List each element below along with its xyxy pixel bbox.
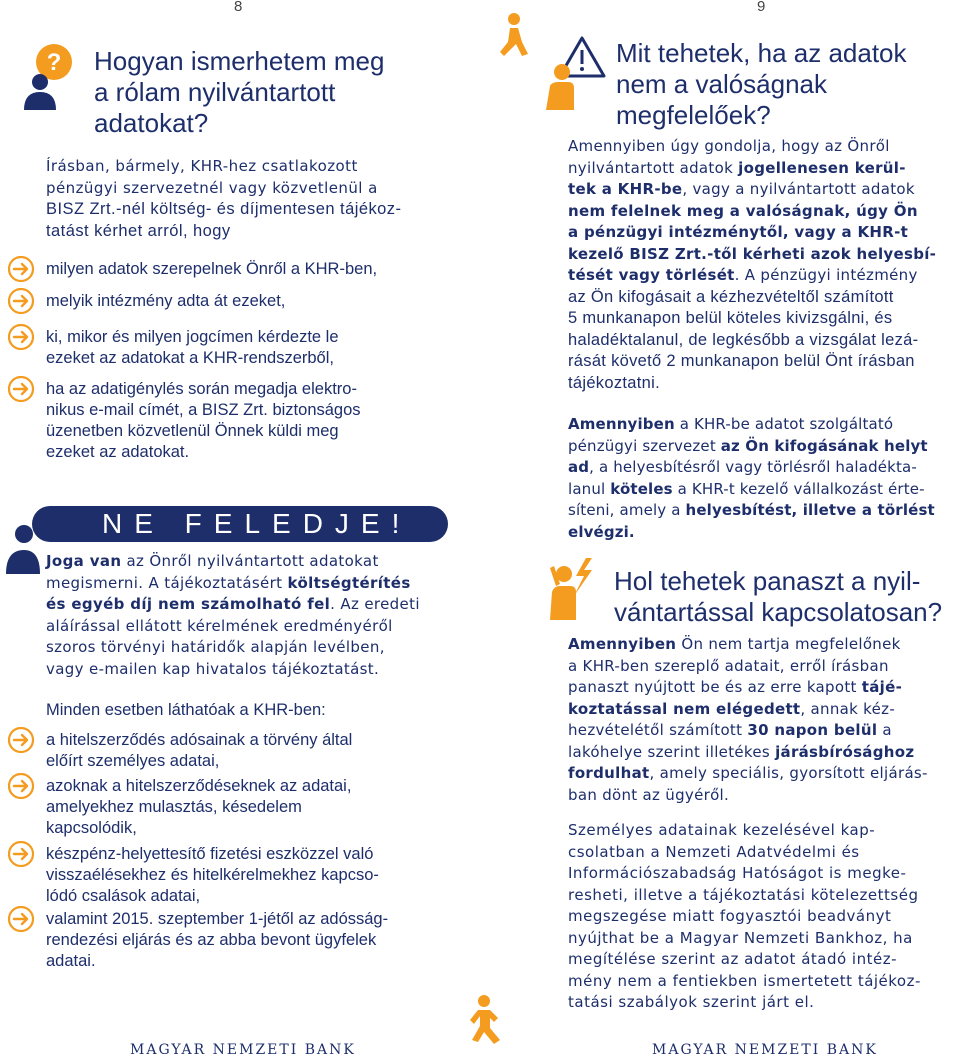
list-item: a hitelszerződés adósainak a törvény által előírt személyes adatai, (46, 731, 353, 770)
left-intro: Írásban, bármely, KHR-hez csatlakozott pénzügyi szervezetnél vagy közvetlenül a BISZ Zrt.-nél költség- és díjmentesen tájékoz- tatást kérhet arról, hogy (46, 157, 402, 240)
arrow-right-circle-icon (8, 841, 34, 867)
footer-bank-left: MAGYAR NEMZETI BANK (130, 1042, 356, 1058)
ne-feledje-banner: NE FELEDJE! (32, 506, 448, 542)
right-paragraph-4: Személyes adatainak kezelésével kap- csolatban a Nemzeti Adatvédelmi és Információszabadság Hatóságot is megke- resheti, illetve a tájékoztatási kötelezettség megszegése miatt fogyasztói beadványt nyújthat be a Magyar Nemzeti Bankhoz, ha megítélése szerint az adatot átadó intéz- mény nem a fentiekben ismertetett tájékoz- tatási szabályok szerint járt el. (568, 821, 921, 1011)
question-person-icon (14, 40, 72, 112)
list-item: ki, mikor és milyen jogcímen kérdezte le ezeket az adatokat a KHR-rendszerből, (46, 328, 339, 367)
warning-person-icon (540, 34, 610, 112)
arrow-right-circle-icon (8, 256, 34, 282)
list-item: készpénz-helyettesítő fizetési eszközzel való visszaélésekhez és hitelkérelmekhez kapcso- lódó csalások adatai, (46, 845, 379, 905)
list-item: melyik intézmény adta át ezeket, (46, 292, 286, 310)
page-number-left: 8 (234, 0, 243, 15)
left-title: Hogyan ismerhetem meg a rólam nyilvántartott adatokat? (94, 46, 385, 138)
list-item: azoknak a hitelszerződéseknek az adatai, amelyekhez mulasztás, késedelem kapcsolódik, (46, 777, 352, 837)
arrow-right-circle-icon (8, 376, 34, 402)
reminder-text: Joga van az Önről nyilvántartott adatokat megismerni. A tájékoztatásért költségtérítés és egyéb díj nem számolható fel. Az eredeti aláírással ellátott kérelmének eredményéről szoros törvényi határidők alapján levélben, vagy e-mailen kap hivatalos tájékoztatást. (46, 552, 420, 678)
arrow-right-circle-icon (8, 288, 34, 314)
arrow-right-circle-icon (8, 906, 34, 932)
right-paragraph-1: Amennyiben úgy gondolja, hogy az Önről nyilvántartott adatok jogellenesen kerül- tek a KHR-be, vagy a nyilvántartott adatok nem felelnek meg a valóságnak, úgy Ön a pénzügyi intézménytől, vagy a KHR-t kezelő BISZ Zrt.-től kérheti azok helyesbí- tését vagy törlését. A pénzügyi intézmény az Ön kifogásait a kézhezvételtől számított 5 munkanapon belül köteles kivizsgálni, és haladéktalanul, de legkésőbb a vizsgálat lezá- rását követő 2 munkanapon belül Önt írásban tájékoztatni. (568, 137, 937, 392)
list-item: milyen adatok szerepelnek Önről a KHR-ben, (46, 260, 378, 278)
list-item: ha az adatigénylés során megadja elektro- nikus e-mail címét, a BISZ Zrt. biztonságos üzenetben közvetlenül Önnek küldi meg ezeket az adatokat. (46, 380, 361, 461)
right-title-2: Hol tehetek panaszt a nyil- vántartással kapcsolatosan? (614, 566, 943, 627)
lightning-person-icon (546, 556, 604, 622)
walking-person-icon (496, 12, 530, 58)
right-paragraph-2: Amennyiben a KHR-be adatot szolgáltató pénzügyi szervezet az Ön kifogásának helyt ad, a helyesbítésről vagy törlésről haladékta- lanul köteles a KHR-t kezelő vállalkozást érte- síteni, amely a helyesbítést, illetve a törlést elvégzi. (568, 415, 935, 541)
arrow-right-circle-icon (8, 324, 34, 350)
arrow-right-circle-icon (8, 773, 34, 799)
right-title-1: Mit tehetek, ha az adatok nem a valóságnak megfelelőek? (616, 38, 907, 130)
right-paragraph-3: Amennyiben Ön nem tartja megfelelőnek a KHR-ben szereplő adatait, erről írásban panaszt nyújtott be és az erre kapott tájé- koztatással nem elégedett, annak kéz- hezvételétől számított 30 napon belül a lakóhelye szerint illetékes járásbírósághoz fordulhat, amely speciális, gyorsított eljárás- ban dönt az ügyéről. (568, 635, 928, 804)
page-number-right: 9 (757, 0, 766, 15)
arrow-right-circle-icon (8, 727, 34, 753)
list-item: valamint 2015. szeptember 1-jétől az adósság- rendezési eljárás és az abba bevont ügyfelek adatai. (46, 910, 389, 970)
visible-intro: Minden esetben láthatóak a KHR-ben: (46, 701, 326, 719)
speaking-person-icon (4, 520, 42, 576)
footer-bank-right: MAGYAR NEMZETI BANK (652, 1042, 878, 1058)
running-person-icon (468, 994, 504, 1046)
svg-text:?: ? (46, 49, 62, 76)
